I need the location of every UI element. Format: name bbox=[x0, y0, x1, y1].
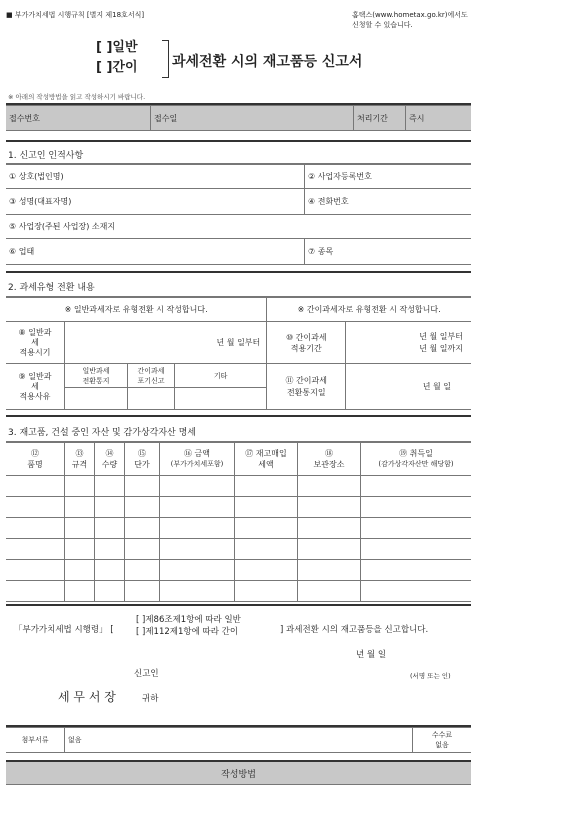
tax-office-head: 세 무 서 장 bbox=[58, 690, 116, 704]
divider bbox=[6, 140, 471, 142]
fee-box: 수수료 없음 bbox=[413, 728, 472, 753]
attachment-label: 첨부서류 bbox=[6, 728, 65, 753]
simplified-period-field[interactable]: 년 월 일부터 년 월 일까지 bbox=[346, 322, 471, 364]
reason-simplified-waiver-check[interactable] bbox=[128, 388, 175, 410]
simplified-notice-date-label: ⑪ 간이과세 전환통지일 bbox=[267, 364, 346, 410]
business-address-field[interactable]: ⑤ 사업장(주된 사업장) 소재지 bbox=[6, 215, 471, 239]
reason-general-notice-check[interactable] bbox=[65, 388, 128, 410]
table-row bbox=[6, 476, 471, 497]
honorific: 귀하 bbox=[142, 694, 159, 704]
col-spec: ⑬ 규격 bbox=[65, 443, 95, 476]
type-options bbox=[96, 38, 138, 78]
signature-hint[interactable]: (서명 또는 인) bbox=[410, 672, 451, 680]
simplified-notice-date-field[interactable]: 년 월 일 bbox=[346, 364, 471, 410]
table-row bbox=[6, 518, 471, 539]
applicant-table bbox=[6, 164, 471, 265]
col-storage: ⑱ 보관장소 bbox=[298, 443, 361, 476]
col-acquisition-date: ⑲ 취득일 (감가상각자산만 해당함) bbox=[361, 443, 472, 476]
table-row bbox=[6, 581, 471, 602]
decl-date[interactable]: 년 월 일 bbox=[356, 650, 387, 660]
processing-immediate: 즉시 bbox=[406, 106, 472, 131]
divider bbox=[6, 415, 471, 417]
table-row bbox=[6, 560, 471, 581]
simplified-period-label: ⑩ 간이과세 적용기간 bbox=[267, 322, 346, 364]
simplified-conversion-note: ※ 간이과세자로 유형전환 시 작성합니다. bbox=[267, 298, 471, 322]
business-type-field[interactable]: ⑥ 업태 bbox=[6, 239, 305, 265]
general-apply-date-field[interactable]: 년 월 일부터 bbox=[65, 322, 267, 364]
decl-option-general[interactable]: [ ]제86조제1항에 따라 일반 bbox=[136, 615, 241, 625]
col-purchase-tax: ⑰ 재고매입 세액 bbox=[235, 443, 298, 476]
col-unit-price: ⑮ 단가 bbox=[125, 443, 160, 476]
decl-prefix: 「부가가치세법 시행령」 [ bbox=[14, 625, 114, 635]
divider bbox=[6, 271, 471, 273]
inventory-table bbox=[6, 442, 471, 602]
processing-period: 처리기간 bbox=[354, 106, 406, 131]
form-reference: ■ 부가가치세법 시행규칙 [별지 제18호서식] bbox=[6, 11, 145, 19]
decl-options bbox=[136, 614, 241, 638]
col-item-name: ⑫ 품명 bbox=[6, 443, 65, 476]
general-apply-date-label: ⑧ 일반과 세 적용시기 bbox=[6, 322, 65, 364]
receipt-number: 접수번호 bbox=[6, 106, 151, 131]
divider bbox=[6, 604, 471, 606]
type-option-general[interactable]: [ ]일반 bbox=[96, 40, 138, 55]
reason-other-check[interactable] bbox=[175, 388, 267, 410]
decl-option-simplified[interactable]: [ ]제112제1항에 따라 간이 bbox=[136, 627, 239, 637]
attachment-table bbox=[6, 727, 471, 753]
receipt-date: 접수일 bbox=[151, 106, 354, 131]
hometax-note-line2: 신청할 수 있습니다. bbox=[352, 21, 413, 29]
trade-name-field[interactable]: ① 상호(법인명) bbox=[6, 165, 305, 189]
section3-title: 3. 재고품, 건설 중인 자산 및 감가상각자산 명세 bbox=[8, 428, 196, 438]
hometax-note bbox=[352, 10, 468, 30]
reason-general-notice[interactable]: 일반과세 전환통지 bbox=[65, 364, 128, 388]
table-row bbox=[6, 539, 471, 560]
reason-other[interactable]: 기타 bbox=[175, 364, 267, 388]
title-brace bbox=[162, 40, 169, 78]
business-reg-number-field[interactable]: ② 사업자등록번호 bbox=[305, 165, 472, 189]
instruction-note: ※ 아래의 작성방법을 읽고 작성하시기 바랍니다. bbox=[8, 93, 146, 101]
conversion-table bbox=[6, 297, 471, 410]
receipt-table bbox=[6, 105, 471, 131]
representative-name-field[interactable]: ③ 성명(대표자명) bbox=[6, 189, 305, 215]
business-item-field[interactable]: ⑦ 종목 bbox=[305, 239, 472, 265]
col-amount: ⑯ 금액 (부가가치세포함) bbox=[160, 443, 235, 476]
col-quantity: ⑭ 수량 bbox=[95, 443, 125, 476]
reason-simplified-waiver[interactable]: 간이과세 포기신고 bbox=[128, 364, 175, 388]
type-option-simplified[interactable]: [ ]간이 bbox=[96, 60, 138, 75]
section2-title: 2. 과세유형 전환 내용 bbox=[8, 283, 95, 293]
hometax-note-line1: 홈택스(www.hometax.go.kr)에서도 bbox=[352, 11, 468, 19]
table-row bbox=[6, 497, 471, 518]
inventory-header-row bbox=[6, 443, 471, 476]
decl-suffix: ] 과세전환 시의 재고품등을 신고합니다. bbox=[280, 625, 429, 635]
phone-number-field[interactable]: ④ 전화번호 bbox=[305, 189, 472, 215]
applicant-label: 신고인 bbox=[134, 669, 159, 679]
attachment-value: 없음 bbox=[65, 728, 413, 753]
writing-method-header: 작성방법 bbox=[6, 760, 471, 785]
general-conversion-note: ※ 일반과세자로 유형전환 시 작성합니다. bbox=[6, 298, 267, 322]
page-title: 과세전환 시의 재고품등 신고서 bbox=[172, 54, 363, 70]
general-reason-label: ⑨ 일반과 세 적용사유 bbox=[6, 364, 65, 410]
section1-title: 1. 신고인 인적사항 bbox=[8, 151, 84, 161]
